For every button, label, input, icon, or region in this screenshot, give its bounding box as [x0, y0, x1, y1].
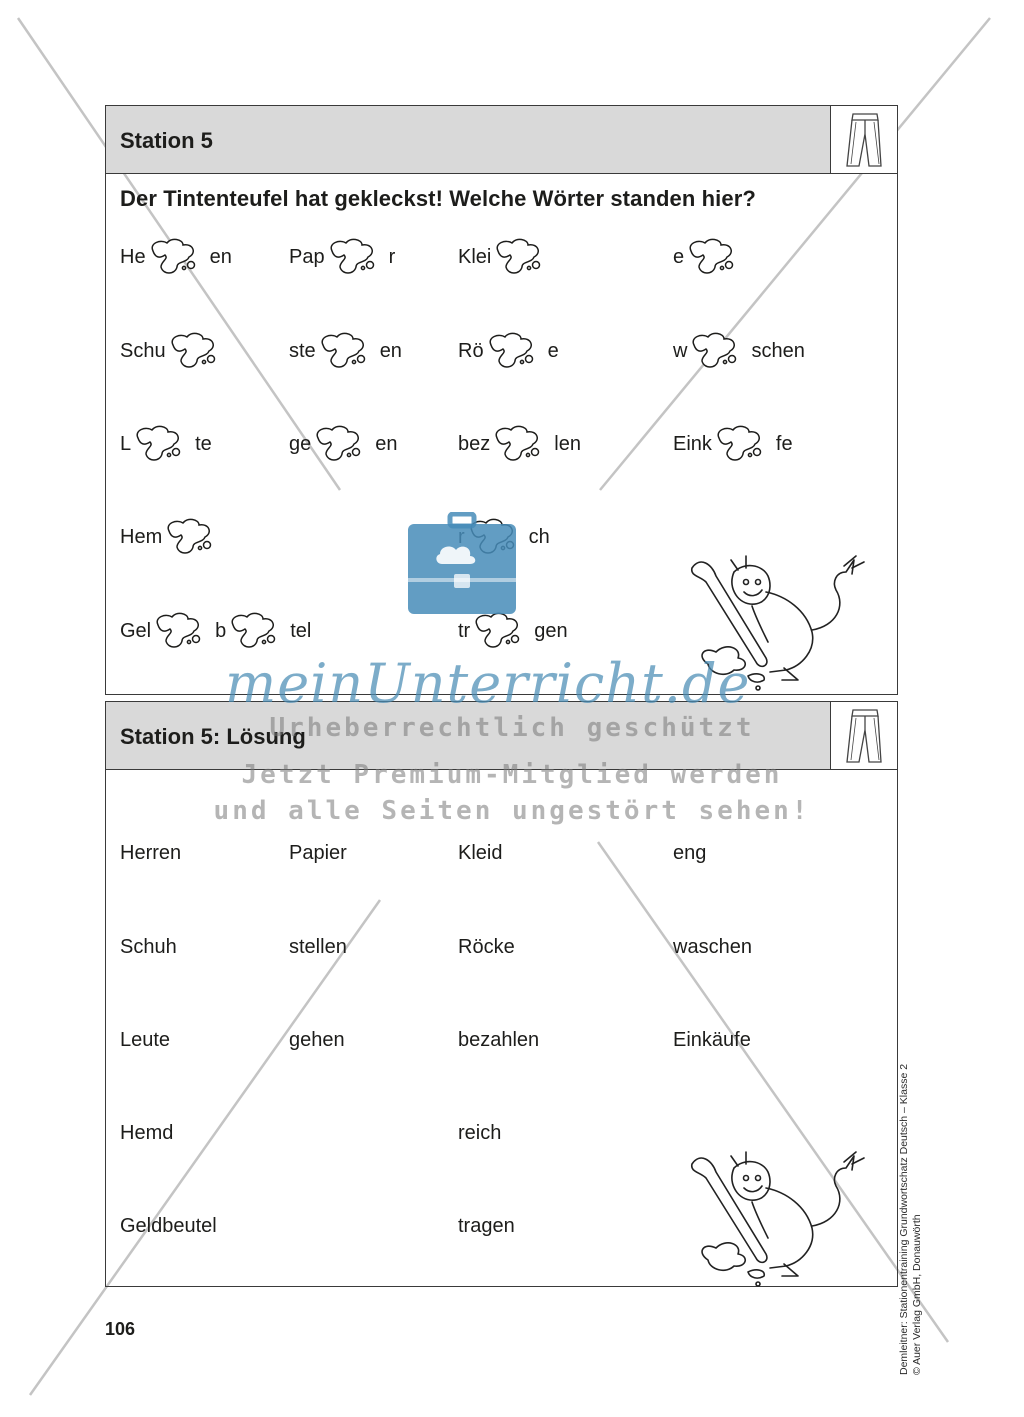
blot-word [289, 237, 395, 277]
solution-word: Röcke [458, 936, 515, 958]
blot-word [120, 611, 311, 651]
word-fragment: gen [534, 619, 568, 642]
ink-blot-icon [491, 424, 553, 464]
blot-word [289, 424, 398, 464]
solution-title: Station 5: Lösung [120, 724, 306, 749]
solution-word: gehen [289, 1029, 345, 1051]
word-fragment: fe [775, 432, 793, 455]
word-fragment: b [215, 619, 227, 642]
credit-line-2: © Auer Verlag GmbH, Donauwörth [911, 1214, 923, 1375]
word-fragment: r [388, 245, 396, 268]
blot-word [458, 331, 559, 371]
word-fragment: Rö [458, 339, 484, 362]
station-title: Station 5 [120, 128, 213, 153]
solution-word: Geldbeutel [120, 1215, 217, 1237]
ink-blot-icon [485, 331, 547, 371]
blot-word [673, 424, 793, 464]
blot-word [458, 424, 581, 464]
ink-blot-icon [132, 424, 194, 464]
ink-blot-icon [685, 237, 747, 277]
solution-word: tragen [458, 1215, 515, 1237]
solution-word: reich [458, 1122, 502, 1144]
solution-word: Einkäufe [673, 1029, 751, 1051]
ink-blot-icon [326, 237, 388, 277]
word-fragment: Schu [120, 339, 166, 362]
word-fragment: w [673, 339, 688, 362]
solution-word: waschen [673, 936, 752, 958]
solution-word: stellen [289, 936, 347, 958]
ink-devil-illustration [686, 1142, 896, 1287]
word-fragment: en [209, 245, 232, 268]
word-fragment: ch [528, 525, 550, 548]
blot-word [120, 331, 230, 371]
watermark-logo: meinUnterricht.de [225, 652, 751, 715]
word-fragment: L [120, 432, 132, 455]
word-fragment: Eink [673, 432, 712, 455]
solution-word: Papier [289, 842, 347, 864]
watermark-unlock: und alle Seiten ungestört sehen! [213, 796, 811, 826]
ink-blot-icon [147, 237, 209, 277]
word-fragment: Pap [289, 245, 325, 268]
blot-word [458, 237, 555, 277]
blot-word [458, 611, 568, 651]
word-fragment: tel [290, 619, 312, 642]
credit-line-1: Demleitner: Stationentraining Grundwortschatz Deutsch – Klasse 2 [898, 1063, 910, 1375]
word-fragment: e [547, 339, 559, 362]
word-fragment: len [554, 432, 581, 455]
watermark-copyright: Urheberrechtlich geschützt [269, 713, 755, 743]
ink-blot-icon [163, 517, 225, 557]
ink-blot-icon [492, 237, 554, 277]
solution-word: Leute [120, 1029, 171, 1051]
word-fragment: en [379, 339, 402, 362]
blot-word [120, 424, 212, 464]
word-fragment: en [375, 432, 398, 455]
solution-word: Herren [120, 842, 182, 864]
word-fragment: bez [458, 432, 491, 455]
task-instruction: Der Tintenteufel hat gekleckst! Welche Wörter standen hier? [120, 186, 756, 211]
blot-word [120, 237, 232, 277]
solution-word: Schuh [120, 936, 177, 958]
blot-word [673, 237, 748, 277]
solution-word: bezahlen [458, 1029, 540, 1051]
word-fragment: Gel [120, 619, 152, 642]
word-fragment: tr [458, 619, 471, 642]
word-fragment: Hem [120, 525, 163, 548]
word-fragment: te [195, 432, 212, 455]
ink-blot-icon [317, 331, 379, 371]
page-number: 106 [105, 1319, 136, 1339]
ink-blot-icon [471, 611, 533, 651]
blot-word [120, 517, 226, 557]
word-fragment: ste [289, 339, 316, 362]
word-fragment: He [120, 245, 146, 268]
word-fragment: e [673, 245, 685, 268]
ink-blot-icon [227, 611, 289, 651]
solution-word: Hemd [120, 1122, 174, 1144]
word-fragment: schen [751, 339, 805, 362]
word-fragment: Klei [458, 245, 492, 268]
ink-blot-icon [713, 424, 775, 464]
ink-blot-icon [152, 611, 214, 651]
ink-blot-icon [312, 424, 374, 464]
watermark-premium: Jetzt Premium-Mitglied werden [241, 760, 783, 790]
solution-word: Kleid [458, 842, 503, 864]
ink-blot-icon [167, 331, 229, 371]
briefcase-icon [406, 512, 518, 616]
station-header [106, 106, 897, 174]
trousers-icon [830, 106, 897, 173]
ink-blot-icon [688, 331, 750, 371]
blot-word [289, 331, 402, 371]
word-fragment: ge [289, 432, 312, 455]
blot-word [673, 331, 805, 371]
publisher-credit [898, 1064, 924, 1375]
solution-word: eng [673, 842, 707, 864]
